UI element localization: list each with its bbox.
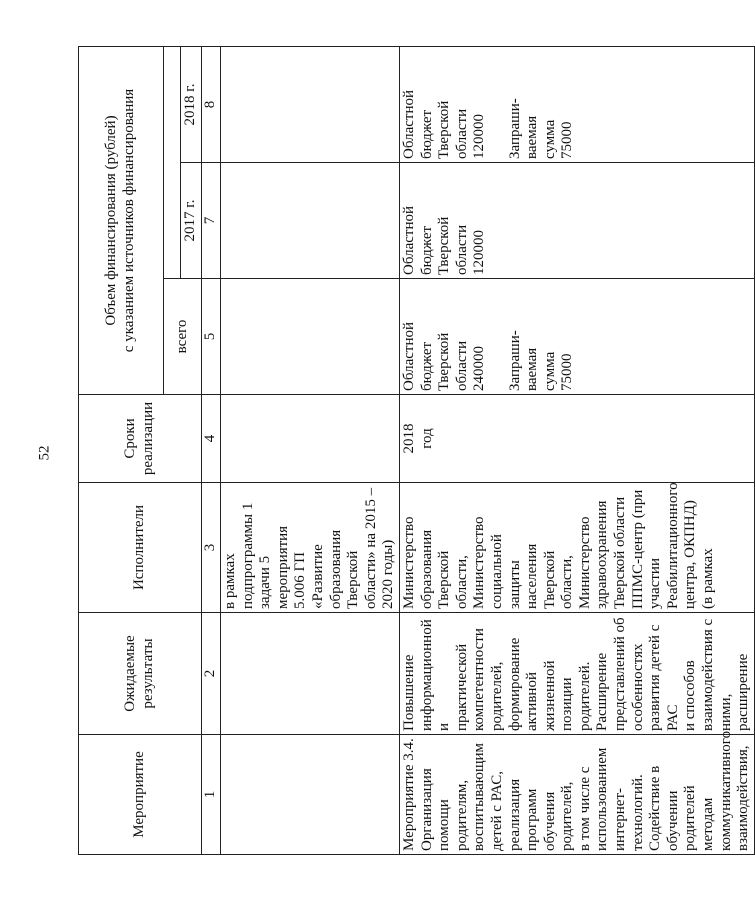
header-terms: Сроки реализации: [79, 395, 202, 483]
header-measure: Мероприятие: [79, 735, 202, 855]
col-number: 3: [202, 483, 221, 613]
cell-empty: [221, 613, 400, 735]
table-row-continued: [221, 47, 400, 855]
col-number: 4: [202, 395, 221, 483]
cell-executors: Министерство образования Тверской области, Министерство социальной защиты населения Тверской области, Министерство здравоохранения Тверской области ППМС-центр (при участии Реабилитационного центра, ОКПНД) (в рамках: [399, 483, 754, 613]
measures-table: [78, 46, 755, 855]
cell-empty: [221, 279, 400, 395]
col-number: 5: [202, 279, 221, 395]
col-number: 7: [202, 163, 221, 279]
header-2017: 2017 г.: [181, 163, 202, 279]
rotated-table: [78, 47, 752, 855]
cell-empty: [221, 163, 400, 279]
column-numbers-row: [202, 47, 221, 855]
header-total: всего: [164, 279, 202, 395]
col-number: 2: [202, 613, 221, 735]
header-2018: 2018 г.: [181, 47, 202, 163]
cell-measure: Мероприятие 3.4. Организация помощи родителям, воспитывающим детей с РАС, реализация программ обучения родителей, в том числе с использованием интернет-технологий. Содействие в обучении родителей методам коммуникативного взаимодействия,: [399, 735, 754, 855]
header-executors: Исполнители: [79, 483, 202, 613]
header-expected-results: Ожидаемые результаты: [79, 613, 202, 735]
header-funding: Объем финансирования (рублей) с указанием источников финансирования: [79, 47, 164, 395]
cell-2017: Областной бюджет Тверской области 120000: [399, 163, 754, 279]
cell-empty: [221, 735, 400, 855]
cell-term: 2018 год: [399, 395, 754, 483]
cell-2018: Областной бюджет Тверской области 120000 Запраши- ваемая сумма 75000: [399, 47, 754, 163]
col-number: 1: [202, 735, 221, 855]
cell-total: Областной бюджет Тверской области 240000 Запраши- ваемая сумма 75000: [399, 279, 754, 395]
cell-results: Повышение информационной и практической компетентности родителей, формирование активной жизненной позиции родителей. Расширение представлений об особенностях развития детей с РАС и способов взаимодействия с ними, расширение: [399, 613, 754, 735]
page-number: [38, 438, 52, 468]
col-number: 8: [202, 47, 221, 163]
table-container: [78, 47, 752, 855]
page-number-text: 52: [36, 445, 53, 461]
cell-empty: [221, 47, 400, 163]
table-row-measure-3-4: [399, 47, 754, 855]
header-row-1: [79, 47, 164, 855]
cell-prev-executors: в рамках подпрограммы 1 задачи 5 мероприятия 5.006 ГП «Развитие образования Тверской области» на 2015 – 2020 годы): [221, 483, 400, 613]
header-years-gap: [164, 47, 181, 279]
cell-empty: [221, 395, 400, 483]
